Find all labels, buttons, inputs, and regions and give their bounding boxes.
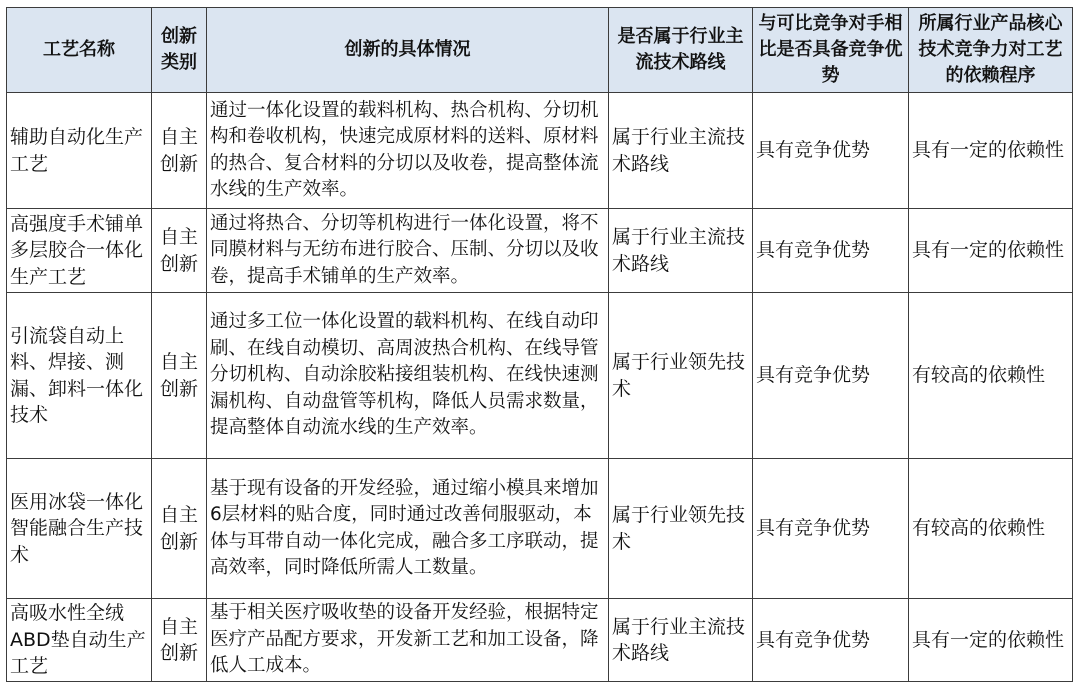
innovation-details-cell: 通过一体化设置的载料机构、热合机构、分切机构和卷收机构，快速完成原材料的送料、原材料的热合、复合材料的分切以及收卷，提高整体流水线的生产效率。 [207,93,609,209]
dependence-degree-cell: 有较高的依赖性 [909,459,1073,599]
innovation-type-cell: 自主创新 [152,293,207,459]
table-row [7,293,1073,459]
innovation-type-cell: 自主创新 [152,459,207,599]
header-process-name: 工艺名称 [7,8,152,93]
innovation-details-cell: 基于相关医疗吸收垫的设备开发经验，根据特定医疗产品配方要求，开发新工艺和加工设备，降低人工成本。 [207,599,609,682]
competitive-advantage-cell: 具有竞争优势 [753,599,909,682]
header-competitive-advantage: 与可比竞争对手相比是否具备竞争优势 [753,8,909,93]
innovation-type-cell: 自主创新 [152,599,207,682]
process-innovation-table [6,7,1073,682]
table-row [7,93,1073,209]
mainstream-route-cell: 属于行业主流技术路线 [609,599,753,682]
header-mainstream-route: 是否属于行业主流技术路线 [609,8,753,93]
table-row [7,459,1073,599]
process-name-cell: 引流袋自动上料、焊接、测漏、卸料一体化技术 [7,293,152,459]
innovation-details-cell: 通过将热合、分切等机构进行一体化设置，将不同膜材料与无纺布进行胶合、压制、分切以及收卷，提高手术铺单的生产效率。 [207,209,609,293]
mainstream-route-cell: 属于行业主流技术路线 [609,209,753,293]
competitive-advantage-cell: 具有竞争优势 [753,93,909,209]
innovation-type-cell: 自主创新 [152,93,207,209]
dependence-degree-cell: 具有一定的依赖性 [909,599,1073,682]
competitive-advantage-cell: 具有竞争优势 [753,209,909,293]
process-name-cell: 医用冰袋一体化智能融合生产技术 [7,459,152,599]
header-innovation-type: 创新类别 [152,8,207,93]
mainstream-route-cell: 属于行业领先技术 [609,293,753,459]
process-name-cell: 高吸水性全绒ABD垫自动生产工艺 [7,599,152,682]
competitive-advantage-cell: 具有竞争优势 [753,293,909,459]
table-header-row [7,8,1073,93]
process-name-cell: 辅助自动化生产工艺 [7,93,152,209]
innovation-details-cell: 基于现有设备的开发经验，通过缩小模具来增加6层材料的贴合度，同时通过改善伺服驱动，本体与耳带自动一体化完成，融合多工序联动，提高效率，同时降低所需人工数量。 [207,459,609,599]
table-row [7,599,1073,682]
header-dependence-degree: 所属行业产品核心技术竞争力对工艺的依赖程序 [909,8,1073,93]
dependence-degree-cell: 有较高的依赖性 [909,293,1073,459]
mainstream-route-cell: 属于行业领先技术 [609,459,753,599]
dependence-degree-cell: 具有一定的依赖性 [909,93,1073,209]
competitive-advantage-cell: 具有竞争优势 [753,459,909,599]
table-row [7,209,1073,293]
mainstream-route-cell: 属于行业主流技术路线 [609,93,753,209]
process-name-cell: 高强度手术铺单多层胶合一体化生产工艺 [7,209,152,293]
innovation-type-cell: 自主创新 [152,209,207,293]
header-innovation-details: 创新的具体情况 [207,8,609,93]
dependence-degree-cell: 具有一定的依赖性 [909,209,1073,293]
innovation-details-cell: 通过多工位一体化设置的载料机构、在线自动印刷、在线自动模切、高周波热合机构、在线导管分切机构、自动涂胶粘接组装机构、在线快速测漏机构、自动盘管等机构，降低人员需求数量，提高整体自动流水线的生产效率。 [207,293,609,459]
